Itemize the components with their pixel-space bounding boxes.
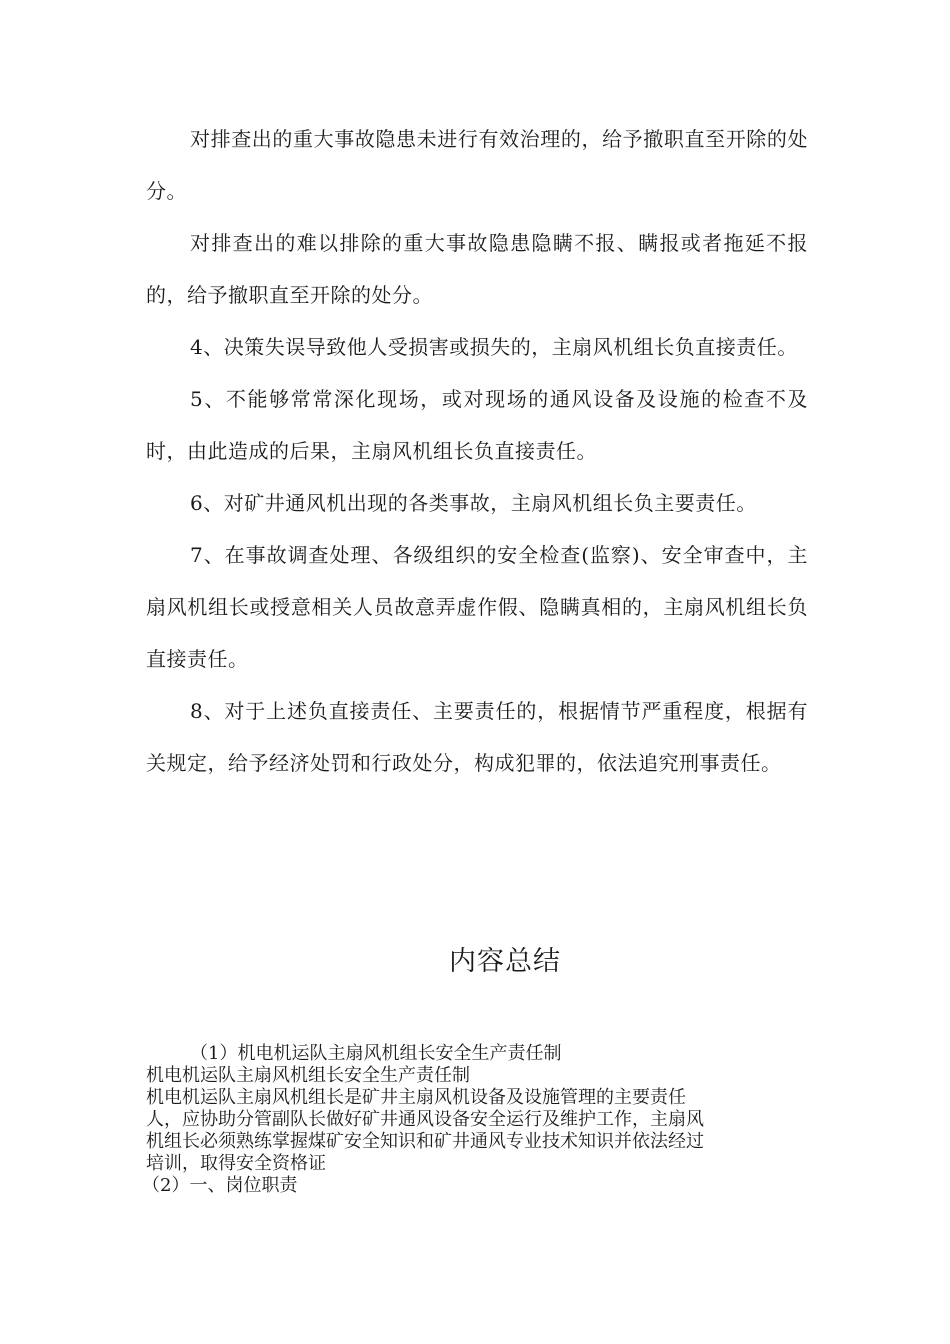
paragraph: 对排查出的难以排除的重大事故隐患隐瞒不报、瞒报或者拖延不报的，给予撤职直至开除的处分。	[146, 231, 808, 307]
paragraph: 对排查出的重大事故隐患未进行有效治理的，给予撤职直至开除的处分。	[146, 127, 808, 203]
summary-line: 机电机运队主扇风机组长安全生产责任制	[146, 1065, 470, 1086]
summary-section	[142, 1043, 796, 1197]
body-text	[146, 113, 808, 789]
paragraph: 4、决策失误导致他人受损害或损失的，主扇风机组长负直接责任。	[190, 335, 798, 359]
summary-line: 机电机运队主扇风机组长是矿井主扇风机设备及设施管理的主要责任	[146, 1087, 686, 1108]
summary-line: 机组长必须熟练掌握煤矿安全知识和矿井通风专业技术知识并依法经过	[146, 1131, 704, 1152]
paragraph: 5、不能够常常深化现场，或对现场的通风设备及设施的检查不及时，由此造成的后果，主扇风机组长负直接责任。	[146, 387, 808, 463]
summary-line: 培训，取得安全资格证	[146, 1153, 326, 1174]
summary-line: 人，应协助分管副队长做好矿井通风设备安全运行及维护工作，主扇风	[146, 1109, 704, 1130]
paragraph: 8、对于上述负直接责任、主要责任的，根据情节严重程度，根据有关规定，给予经济处罚和行政处分，构成犯罪的，依法追究刑事责任。	[146, 699, 808, 775]
summary-title: 内容总结	[449, 946, 561, 977]
summary-line: （1）机电机运队主扇风机组长安全生产责任制	[190, 1043, 562, 1064]
paragraph: 6、对矿井通风机出现的各类事故，主扇风机组长负主要责任。	[190, 491, 757, 515]
paragraph: 7、在事故调查处理、各级组织的安全检查(监察)、安全审查中，主扇风机组长或授意相关人员故意弄虚作假、隐瞒真相的，主扇风机组长负直接责任。	[146, 543, 808, 671]
summary-line: （2）一、岗位职责	[142, 1175, 298, 1196]
